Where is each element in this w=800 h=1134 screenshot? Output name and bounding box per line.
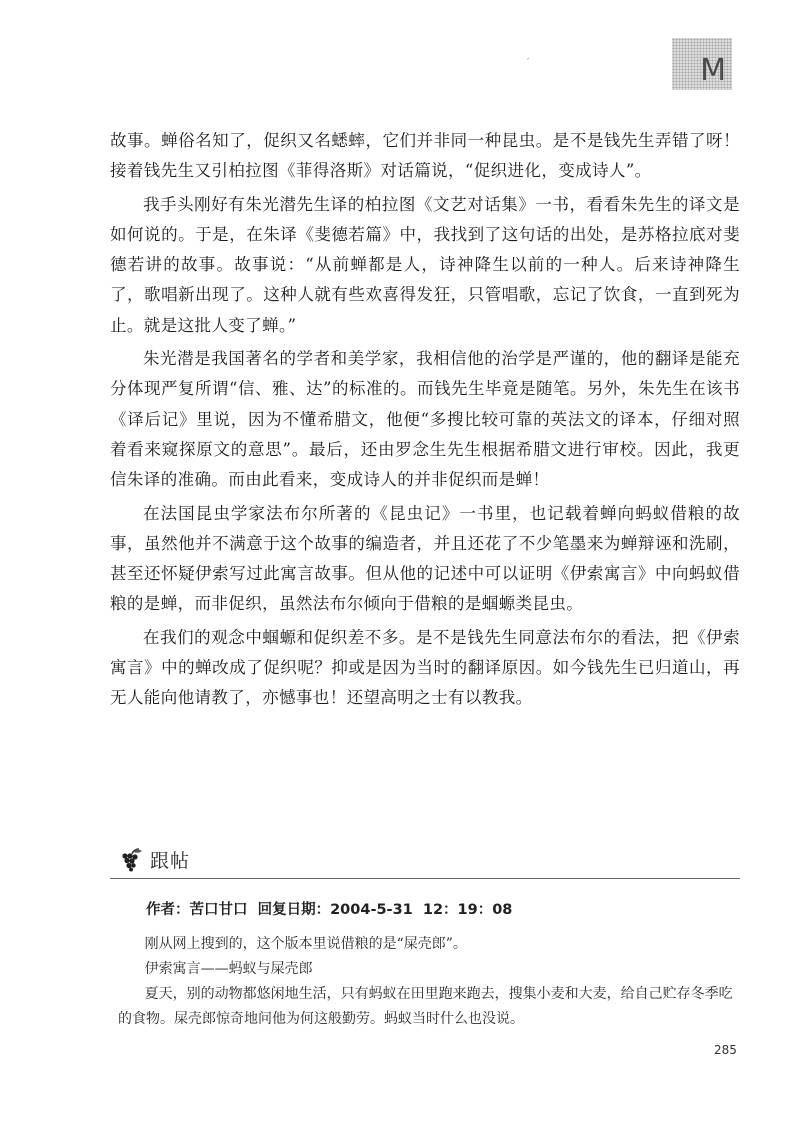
reply-fable-text: 夏天，别的动物都悠闲地生活，只有蚂蚁在田里跑来跑去，搜集小麦和大麦，给自己贮存冬季吃的食物。屎壳郎惊奇地问他为何这般勤劳。蚂蚁当时什么也没说。 xyxy=(118,986,733,1027)
paragraph: 朱光潜是我国著名的学者和美学家，我相信他的治学是严谨的，他的翻译是能充分体现严复所谓“信、雅、达”的标准的。而钱先生毕竟是随笔。另外，朱先生在该书《译后记》里说，因为不懂希腊文，他便“多搜比较可靠的英法文的译本，仔细对照着看来窥探原文的意思”。最后，还由罗念生先生根据希腊文进行审校。因此，我更信朱译的准确。而由此看来，变成诗人的并非促织而是蝉！ xyxy=(110,349,740,490)
paragraph: 在我们的观念中蝈螈和促织差不多。是不是钱先生同意法布尔的看法，把《伊索寓言》中的蝉改成了促织呢？抑或是因为当时的翻译原因。如今钱先生已归道山，再无人能向他请教了，亦憾事也！还望高明之士有以教我。 xyxy=(110,627,740,708)
paragraph-continuation: 故事。蝉俗名知了，促织又名蟋蟀，它们并非同一种昆虫。是不是钱先生弄错了呀！接着钱先生又引柏拉图《菲得洛斯》对话篇说，“促织进化，变成诗人”。 xyxy=(110,131,740,181)
print-speck: ′ xyxy=(527,58,530,68)
page-number: 285 xyxy=(714,1043,737,1057)
reply-body xyxy=(118,932,740,1032)
reply-author-date: 作者：苦口甘口 回复日期：2004-5-31 12：19：08 xyxy=(146,902,513,918)
paragraph: 在法国昆虫学家法布尔所著的《昆虫记》一书里，也记载着蝉向蚂蚁借粮的故事，虽然他并不满意于这个故事的编造者，并且还花了不少笔墨来为蝉辩诬和洗刷，甚至还怀疑伊索写过此寓言故事。但从他的记述中可以证明《伊索寓言》中向蚂蚁借粮的是蝉，而非促织，虽然法布尔倾向于借粮的是蝈螈类昆虫。 xyxy=(110,503,740,614)
paragraph: 我手头刚好有朱光潜先生译的柏拉图《文艺对话集》一书，看看朱先生的译文是如何说的。于是，在朱译《斐德若篇》中，我找到了这句话的出处，是苏格拉底对斐德若讲的故事。故事说：“从前蝉都是人，诗神降生以前的一种人。后来诗神降生了，歌唱新出现了。这种人就有些欢喜得发狂，只管唱歌，忘记了饮食，一直到死为止。就是这批人变了蝉。” xyxy=(110,194,740,335)
article-body xyxy=(110,126,740,717)
reply-section-header xyxy=(118,846,190,873)
section-letter-tab xyxy=(672,38,732,90)
section-divider xyxy=(110,878,740,879)
grape-cluster-icon xyxy=(118,848,146,872)
section-letter: M xyxy=(700,53,726,88)
reply-section-title: 跟帖 xyxy=(150,850,191,872)
reply-fable-title: 伊索寓言——蚂蚁与屎壳郎 xyxy=(144,961,313,977)
reply-line: 刚从网上搜到的，这个版本里说借粮的是“屎壳郎”。 xyxy=(144,936,467,952)
